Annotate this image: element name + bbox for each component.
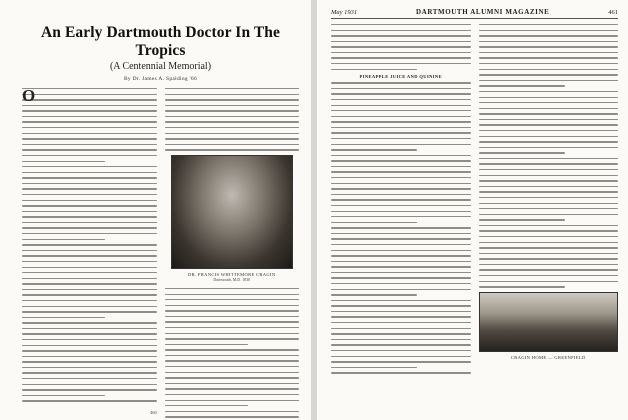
text-line: [331, 149, 417, 150]
text-line: [479, 219, 565, 220]
text-line: [331, 183, 471, 184]
text-line: [22, 200, 157, 201]
text-line: [22, 99, 157, 100]
text-line: [22, 378, 157, 379]
text-line: [479, 24, 619, 25]
text-line: [331, 305, 471, 306]
text-line: [331, 99, 471, 100]
text-line: [22, 233, 157, 234]
text-line: [479, 41, 619, 42]
text-line: [331, 127, 471, 128]
text-line: [331, 333, 471, 334]
text-line: [479, 264, 619, 265]
text-line: [331, 52, 471, 53]
left-column-2: [165, 88, 300, 420]
left-page: [0, 0, 311, 420]
text-line: [331, 30, 471, 31]
text-line: [331, 24, 471, 25]
text-line: [165, 133, 300, 134]
text-line: [479, 208, 619, 209]
text-line: [22, 227, 157, 228]
text-line: [22, 328, 157, 329]
house-caption: CRAGIN HOME — GREENFIELD: [510, 354, 586, 360]
text-line: [165, 294, 300, 295]
portrait-photo: [171, 155, 294, 269]
text-line: [22, 127, 157, 128]
text-line: [331, 57, 471, 58]
text-line: [165, 149, 300, 150]
text-line: [165, 116, 300, 117]
text-line: [479, 30, 619, 31]
text-line: [479, 85, 565, 86]
text-line: [331, 255, 471, 256]
text-line: [165, 121, 300, 122]
text-line: [22, 155, 157, 156]
text-line: [479, 35, 619, 36]
text-line: [165, 394, 300, 395]
text-line: [22, 384, 157, 385]
text-line: [479, 242, 619, 243]
text-line: [165, 321, 300, 322]
text-line: [331, 93, 471, 94]
text-line: [479, 197, 619, 198]
left-columns: [22, 88, 299, 420]
text-line: [331, 289, 471, 290]
text-line: [165, 99, 300, 100]
house-photo: [479, 292, 619, 352]
text-line: [331, 316, 471, 317]
text-line: [479, 80, 619, 81]
text-line: [22, 367, 157, 368]
text-line: [331, 266, 471, 267]
text-line: [165, 338, 300, 339]
text-line: [22, 166, 157, 167]
text-line: [331, 132, 471, 133]
text-line: [22, 306, 157, 307]
text-line: [22, 149, 157, 150]
text-line: [479, 124, 619, 125]
text-line: [165, 288, 300, 289]
text-line: [479, 236, 619, 237]
text-line: [479, 102, 619, 103]
text-line: [479, 141, 619, 142]
portrait-caption: DR. FRANCIS WHITTEMORE CRAGIN: [188, 271, 276, 277]
text-line: [479, 113, 619, 114]
text-line: [479, 275, 619, 276]
text-line: [331, 205, 471, 206]
text-line: [331, 227, 471, 228]
text-line: [331, 356, 471, 357]
text-line: [22, 116, 157, 117]
text-line: [165, 400, 300, 401]
text-line: [331, 238, 471, 239]
text-line: [22, 345, 157, 346]
drop-cap: O: [22, 86, 36, 105]
text-line: [22, 389, 157, 390]
text-line: [165, 105, 300, 106]
text-line: [165, 305, 300, 306]
text-line: [331, 116, 471, 117]
text-line: [331, 46, 471, 47]
text-line: [479, 97, 619, 98]
text-line: [165, 349, 300, 350]
header-page-number: 461: [608, 9, 618, 16]
text-line: [22, 121, 157, 122]
text-line: [479, 147, 619, 148]
text-line: [331, 121, 471, 122]
text-line: [479, 281, 619, 282]
text-line: [165, 377, 300, 378]
text-line: [22, 317, 105, 318]
text-line: [22, 194, 157, 195]
text-line: [331, 188, 471, 189]
text-line: [479, 258, 619, 259]
text-line: [479, 52, 619, 53]
text-line: [165, 360, 300, 361]
text-line: [331, 244, 471, 245]
portrait-subcaption: Dartmouth, M.D. 1830: [213, 276, 251, 282]
text-line: [331, 322, 471, 323]
text-line: [22, 183, 157, 184]
text-line: [22, 356, 157, 357]
text-line: [331, 367, 417, 368]
right-columns: [331, 24, 618, 378]
text-line: [165, 327, 300, 328]
text-line: [22, 300, 157, 301]
text-line: [479, 69, 619, 70]
text-line: [22, 133, 157, 134]
text-line: [479, 91, 619, 92]
left-column-1: [22, 88, 157, 420]
body-text-block: [165, 88, 300, 151]
text-line: [479, 247, 619, 248]
text-line: [22, 205, 157, 206]
text-line: [331, 166, 471, 167]
text-line: [165, 388, 300, 389]
text-line: [331, 294, 417, 295]
text-line: [22, 267, 157, 268]
text-line: [479, 74, 619, 75]
text-line: [165, 372, 300, 373]
text-line: [165, 110, 300, 111]
text-line: [331, 277, 471, 278]
text-line: [479, 175, 619, 176]
text-line: [331, 63, 471, 64]
text-line: [479, 253, 619, 254]
text-line: [165, 138, 300, 139]
text-line: [165, 383, 300, 384]
text-line: [479, 136, 619, 137]
text-line: [22, 350, 157, 351]
text-line: [479, 130, 619, 131]
text-line: [22, 177, 157, 178]
text-line: [165, 310, 300, 311]
text-line: [331, 300, 471, 301]
text-line: [22, 216, 157, 217]
text-line: [331, 328, 471, 329]
article-title: An Early Dartmouth Doctor In The Tropics: [40, 24, 280, 59]
text-line: [22, 161, 105, 162]
text-line: [331, 222, 417, 223]
text-line: [22, 333, 157, 334]
text-line: [331, 105, 471, 106]
text-line: [479, 158, 619, 159]
page-number-left: 460: [150, 410, 157, 415]
header-date: May 1931: [331, 9, 358, 16]
text-line: [22, 211, 157, 212]
text-line: [331, 160, 471, 161]
text-line: [479, 180, 619, 181]
text-line: [22, 361, 157, 362]
text-line: [165, 316, 300, 317]
text-line: [479, 152, 565, 153]
text-line: [22, 105, 157, 106]
text-line: [479, 214, 619, 215]
text-line: [22, 294, 157, 295]
text-line: [331, 272, 471, 273]
text-line: [165, 333, 300, 334]
text-line: [331, 194, 471, 195]
text-line: [331, 250, 471, 251]
header-magazine-name: DARTMOUTH ALUMNI MAGAZINE: [416, 8, 550, 16]
text-line: [22, 255, 157, 256]
text-line: [331, 261, 471, 262]
body-text-block: [331, 82, 471, 373]
text-line: [331, 138, 471, 139]
body-text-block: [331, 24, 471, 70]
text-line: [22, 250, 157, 251]
text-line: [479, 286, 565, 287]
text-line: [22, 138, 157, 139]
text-line: [165, 299, 300, 300]
right-column-2: [479, 24, 619, 378]
text-line: [479, 269, 619, 270]
text-line: [479, 119, 619, 120]
text-line: [331, 199, 471, 200]
text-line: [331, 211, 471, 212]
text-line: [331, 155, 471, 156]
text-line: [165, 144, 300, 145]
right-page: [317, 0, 628, 420]
text-line: [331, 35, 471, 36]
text-line: [165, 344, 248, 345]
text-line: [22, 311, 157, 312]
text-line: [22, 244, 157, 245]
text-line: [165, 405, 248, 406]
text-line: [479, 186, 619, 187]
body-text-block: [22, 88, 157, 402]
text-line: [331, 216, 471, 217]
text-line: [165, 416, 300, 417]
text-line: [22, 289, 157, 290]
text-line: [331, 372, 471, 373]
running-header: [331, 8, 618, 19]
text-line: [331, 82, 471, 83]
text-line: [331, 69, 417, 70]
text-line: [479, 57, 619, 58]
text-line: [479, 230, 619, 231]
text-line: [165, 127, 300, 128]
text-line: [479, 169, 619, 170]
text-line: [479, 46, 619, 47]
text-line: [22, 239, 105, 240]
text-line: [22, 272, 157, 273]
text-line: [22, 261, 157, 262]
text-line: [22, 278, 157, 279]
text-line: [479, 203, 619, 204]
body-text-block: [479, 24, 619, 288]
text-line: [479, 191, 619, 192]
text-line: [331, 177, 471, 178]
text-line: [331, 233, 471, 234]
text-line: [331, 144, 471, 145]
text-line: [165, 411, 300, 412]
text-line: [479, 225, 619, 226]
text-line: [331, 41, 471, 42]
text-line: [165, 88, 300, 89]
text-line: [331, 88, 471, 89]
text-line: [331, 344, 471, 345]
text-line: [331, 350, 471, 351]
text-line: [22, 400, 157, 401]
right-column-1: [331, 24, 471, 378]
text-line: [22, 322, 157, 323]
text-line: [22, 395, 105, 396]
text-line: [165, 94, 300, 95]
text-line: [22, 339, 157, 340]
text-line: [479, 163, 619, 164]
text-line: [22, 144, 157, 145]
text-line: [331, 110, 471, 111]
text-line: [22, 222, 157, 223]
body-text-block: [165, 288, 300, 420]
text-line: [165, 355, 300, 356]
section-subhead: PINEAPPLE JUICE AND QUININE: [359, 74, 442, 80]
text-line: [331, 171, 471, 172]
text-line: [165, 366, 300, 367]
text-line: [331, 283, 471, 284]
text-line: [22, 110, 157, 111]
text-line: [331, 361, 471, 362]
text-line: [331, 311, 471, 312]
text-line: [22, 188, 157, 189]
text-line: [479, 108, 619, 109]
text-line: [22, 372, 157, 373]
text-line: [22, 94, 157, 95]
text-line: [479, 63, 619, 64]
article-byline: By Dr. James A. Spalding '66: [123, 76, 198, 82]
text-line: [331, 339, 471, 340]
text-line: [22, 283, 157, 284]
text-line: [22, 172, 157, 173]
text-line: [22, 88, 157, 89]
article-subtitle: (A Centennial Memorial): [109, 61, 212, 72]
